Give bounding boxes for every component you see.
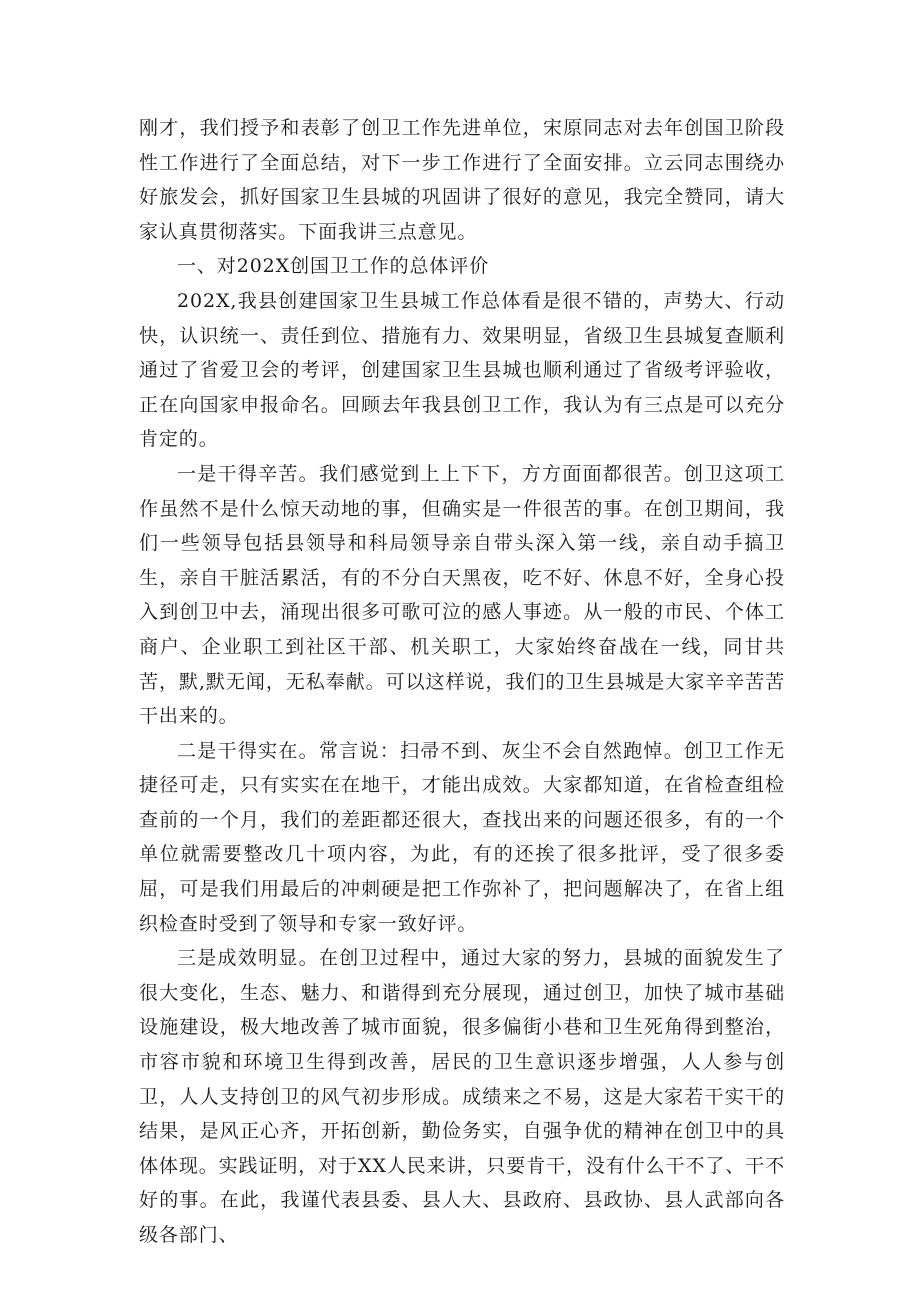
document-body — [139, 111, 785, 1253]
paragraph-point-two: 二是干得实在。常言说：扫帚不到、灰尘不会自然跑悼。创卫工作无捷径可走，只有实实在在地干，才能出成效。大家都知道，在省检查组检查前的一个月，我们的差距都还很大，查找出来的问题还很多，有的一个单位就需要整改几十项内容，为此，有的还挨了很多批评，受了很多委屈，可是我们用最后的冲刺硬是把工作弥补了，把问题解决了，在省上组织检查时受到了领导和专家一致好评。 — [139, 739, 785, 935]
paragraph-point-one: 一是干得辛苦。我们感觉到上上下下，方方面面都很苦。创卫这项工作虽然不是什么惊天动地的事，但确实是一件很苦的事。在创卫期间，我们一些领导包括县领导和科局领导亲自带头深入第一线，亲自动手搞卫生，亲自干脏活累活，有的不分白天黑夜，吃不好、休息不好，全身心投入到创卫中去，涌现出很多可歌可泣的感人事迹。从一般的市民、个体工商户、企业职工到社区干部、机关职工，大家始终奋战在一线，同甘共苦，默,默无闻，无私奉献。可以这样说，我们的卫生县城是大家辛辛苦苦干出来的。 — [139, 462, 785, 728]
paragraph-opening: 刚才，我们授予和表彰了创卫工作先进单位，宋原同志对去年创国卫阶段性工作进行了全面总结，对下一步工作进行了全面安排。立云同志围绕办好旅发会，抓好国家卫生县城的巩固讲了很好的意见，我完全赞同，请大家认真贯彻落实。下面我讲三点意见。 — [139, 117, 785, 243]
section-heading: 一、对202X创国卫工作的总体评价 — [177, 255, 490, 278]
paragraph-point-three: 三是成效明显。在创卫过程中，通过大家的努力，县城的面貌发生了很大变化，生态、魅力、和谐得到充分展现，通过创卫，加快了城市基础设施建设，极大地改善了城市面貌，很多偏街小巷和卫生死角得到整治，市容市貌和环境卫生得到改善，居民的卫生意识逐步增强，人人参与创卫，人人支持创卫的风气初步形成。成绩来之不易，这是大家若干实干的结果，是风正心齐，开拓创新，勤俭务实，自强争优的精神在创卫中的具体体现。实践证明，对于XX人民来讲，只要肯干，没有什么干不了、干不好的事。在此，我谨代表县委、县人大、县政府、县政协、县人武部向各级各部门、 — [139, 947, 785, 1246]
paragraph-overview: 202X,我县创建国家卫生县城工作总体看是很不错的，声势大、行动快，认识统一、责任到位、措施有力、效果明显，省级卫生县城复查顺利通过了省爱卫会的考评，创建国家卫生县城也顺利通过了省级考评验收，正在向国家申报命名。回顾去年我县创卫工作，我认为有三点是可以充分肯定的。 — [139, 289, 785, 451]
